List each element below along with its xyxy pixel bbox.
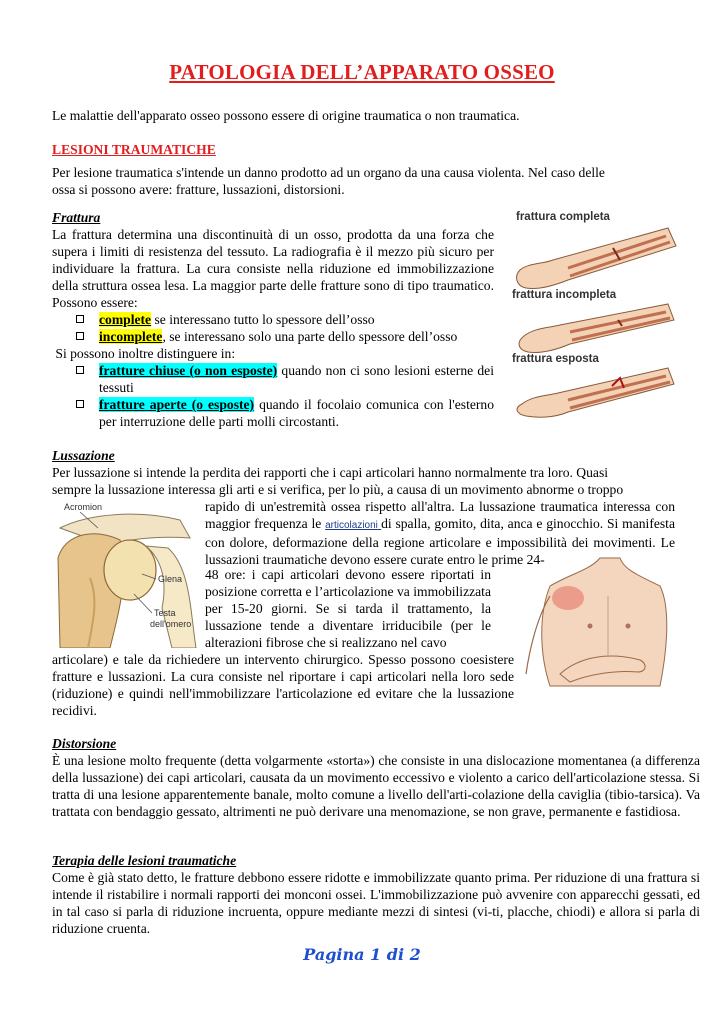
traumatic-intro [52,164,702,198]
lussazione-mid-b: di spalla, gomito, dita, anca e ginocchio. Si manifesta con dolore, deformazione della regione articolare e impossibilità dei movimenti. Le lussazioni traumatiche devono essere curate entro le prime 24- [205,516,675,567]
lussazione-line-1: Per lussazione si intende la perdita dei rapporti che i capi articolari hanno normalmente tra loro. Quasi [52,465,609,480]
lussazione-full-lines [52,464,712,498]
list-item [52,328,494,345]
list-item [52,362,494,396]
arm-incomplete-illustration [519,304,674,353]
fracture-types-list [52,311,494,430]
figure-label-complete: frattura completa [516,211,610,223]
list-item [52,311,494,328]
closed-term: fratture chiuse (o non esposte) [99,363,278,378]
figure-label-incomplete: frattura incompleta [512,289,617,301]
section-heading-traumatic: LESIONI TRAUMATICHE [52,142,216,157]
open-text: quando il focolaio comunica con l'esterno per interruzione delle parti molli circostanti. [99,397,495,429]
shoulder-joint-illustration [50,498,202,648]
lussazione-heading: Lussazione [52,448,115,463]
complete-term: complete [99,312,152,327]
terapia-body: Come è già stato detto, le fratture debbono essere ridotte e immobilizzate quanto prima. Per riduzione di una frattura si intende il ristabilire i normali rapporti dei monconi ossei. L'immobilizzazione può avvenire con apparecchi gessati, ed in tal caso si parla di riduzione incruenta, oppure mediante mezzi di sintesi (vi-ti, placche, chiodi) e allora si parla di riduzione cruenta. [52,870,700,936]
traumatic-line-2: ossa si possono avere: fratture, lussazioni, distorsioni. [52,182,345,197]
lussazione-narrow: 48 ore: i capi articolari devono essere riportati in posizione corretta e l’articolazione va immobilizzata per 15-20 giorni. Se si tarda il trattamento, la lussazione tende a diventare irriducibile (per le alterazioni fibrose che si realizzano nel cavo [205,567,491,650]
page-number: Pagina 1 di 2 [303,945,421,964]
closed-text: quando non ci sono lesioni esterne dei tessuti [99,363,494,395]
arm-open-illustration [517,368,674,417]
distorsione-body: È una lesione molto frequente (detta volgarmente «storta») che consiste in una dislocazione momentanea (a differenza della lussazione) dei capi articolari, causata da un movimento eccessivo e violento a carico dell'articolazione stessa. Si tratta di una lesione apparentemente banale, molto comune a livello dell'arti-colazione della caviglia (tibio-tarsica). Va trattata con bendaggio gessato, altrimenti ne può derivare una menomazione, se non grave, permanente e fastidiosa. [52,753,700,819]
incomplete-term: incomplete [99,329,163,344]
lussazione-mid-a: rapido di un'estremità ossea rispetto all'altra. La lussazione traumatica interessa con maggior frequenza le [205,499,675,531]
frattura-body: La frattura determina una discontinuità di un osso, prodotta da una forza che supera i limiti di resistenza del tessuto. La radiografia è il mezzo più sicuro per individuare la frattura. La cura consiste nella riduzione ed immobilizzazione della struttura ossea lesa. La maggior parte delle fratture sono di tipo traumatico. Possono essere: [52,227,494,310]
shoulder-label-humeral-head: Testa dell'omero [150,608,192,629]
incomplete-text: , se interessano solo una parte dello spessore dell’osso [162,329,458,344]
dislocated-shoulder-illustration [520,556,672,688]
shoulder-label-glena: Glena [158,574,183,584]
articolazioni-link[interactable]: articolazioni [325,520,382,531]
terapia-heading: Terapia delle lesioni traumatiche [52,853,237,868]
distinguish-text: Si possono inoltre distinguere in: [52,346,236,361]
list-item [52,396,494,430]
traumatic-line-1: Per lesione traumatica s'intende un danno prodotto ad un organo da una causa violenta. Nel caso delle [52,165,605,180]
distorsione-heading: Distorsione [52,736,117,751]
lussazione-line-2: sempre la lussazione interessa gli arti e si verifica, per lo più, a causa di un movimento abnorme o troppo [52,482,624,497]
frattura-heading: Frattura [52,210,101,225]
complete-text: se interessano tutto lo spessore dell’osso [151,312,375,327]
open-term: fratture aperte (o esposte) [99,397,255,412]
page-title: PATOLOGIA DELL’APPARATO OSSEO [169,60,555,84]
figure-label-open: frattura esposta [512,353,599,365]
shoulder-label-acromion: Acromion [64,502,103,512]
square-bullet-icon [76,332,84,340]
lussazione-tail: articolare) e tale da richiedere un intervento chirurgico. Spesso possono coesistere fratture e lussazioni. La cura consiste nel riportare i capi articolari nella loro sede (riduzione) e quindi nell'immobilizzare l'articolazione ed evitare che la lussazione recidivi. [52,652,514,718]
square-bullet-icon [76,400,84,408]
square-bullet-icon [76,366,84,374]
square-bullet-icon [76,315,84,323]
intro-paragraph: Le malattie dell'apparato osseo possono essere di origine traumatica o non traumatica. [52,108,520,123]
fracture-illustration [508,208,684,418]
arm-complete-illustration [517,228,676,289]
